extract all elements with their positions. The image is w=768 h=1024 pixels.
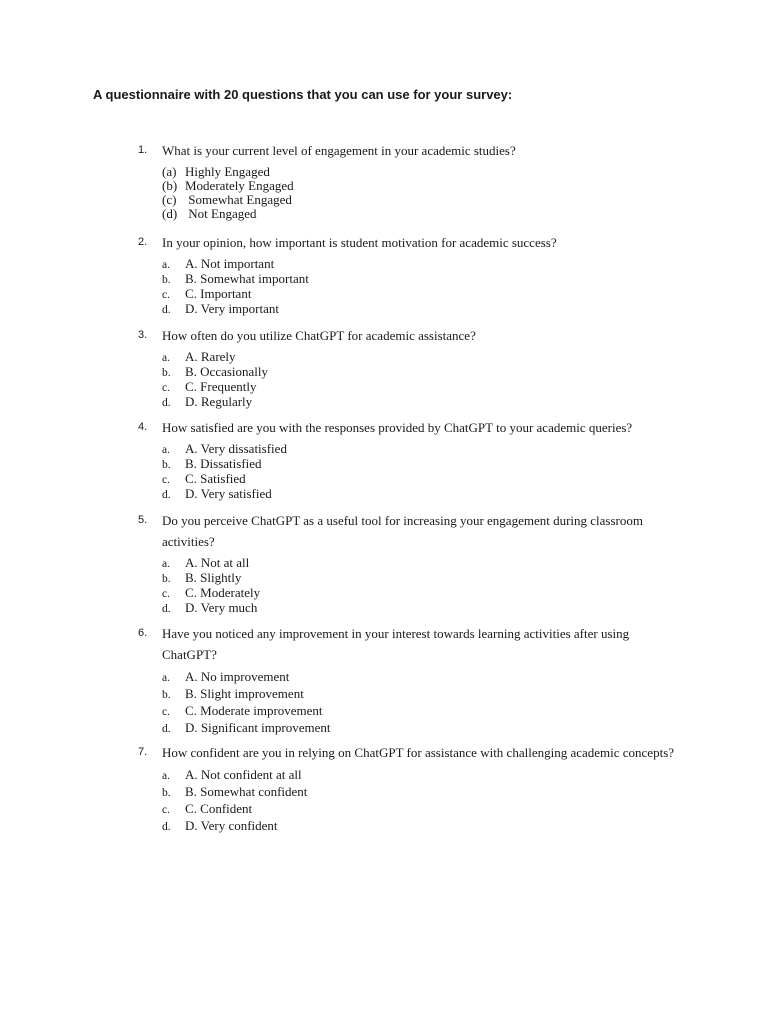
option-marker: a. — [162, 352, 170, 364]
option-item — [162, 472, 698, 487]
question-number: 6. — [138, 627, 148, 639]
question-text: Do you perceive ChatGPT as a useful tool for increasing your engagement during classroom activities? — [162, 513, 643, 549]
option-list — [162, 350, 698, 410]
option-list — [162, 767, 698, 835]
question-text: What is your current level of engagement in your academic studies? — [162, 143, 516, 158]
option-marker: b. — [162, 367, 171, 379]
option-text: D. Very satisfied — [185, 486, 272, 501]
option-marker: d. — [162, 821, 171, 833]
option-text: A. No improvement — [185, 669, 290, 684]
question-number: 3. — [138, 329, 148, 341]
option-item — [162, 784, 698, 801]
option-marker: d. — [162, 489, 171, 501]
option-list — [162, 257, 698, 317]
option-marker: (d) — [162, 206, 178, 221]
option-item — [162, 165, 698, 179]
option-marker: (b) — [162, 178, 178, 193]
option-text: B. Slightly — [185, 570, 242, 585]
option-marker: b. — [162, 459, 171, 471]
option-item — [162, 365, 698, 380]
question-number: 4. — [138, 421, 148, 433]
option-marker: b. — [162, 689, 171, 701]
option-text: A. Not at all — [185, 555, 250, 570]
option-text: B. Somewhat important — [185, 271, 309, 286]
option-marker: a. — [162, 770, 170, 782]
option-item — [162, 767, 698, 784]
option-item — [162, 272, 698, 287]
question-3 — [138, 325, 698, 410]
option-item — [162, 818, 698, 835]
option-text: B. Somewhat confident — [185, 784, 308, 799]
option-item — [162, 442, 698, 457]
option-text: A. Rarely — [185, 349, 236, 364]
option-list — [162, 669, 698, 737]
question-number: 5. — [138, 514, 148, 526]
option-marker: b. — [162, 573, 171, 585]
option-text: B. Slight improvement — [185, 686, 304, 701]
document-title: A questionnaire with 20 questions that you can use for your survey: — [93, 87, 513, 102]
option-item — [162, 257, 698, 272]
option-item — [162, 302, 698, 317]
option-list — [162, 165, 698, 221]
option-marker: d. — [162, 397, 171, 409]
option-marker: b. — [162, 274, 171, 286]
option-item — [162, 487, 698, 502]
option-marker: b. — [162, 787, 171, 799]
question-text: How confident are you in relying on ChatGPT for assistance with challenging academic concepts? — [162, 745, 675, 760]
option-marker: a. — [162, 558, 170, 570]
question-text: Have you noticed any improvement in your interest towards learning activities after using ChatGPT? — [162, 626, 630, 662]
option-text: D. Significant improvement — [185, 720, 331, 735]
question-1 — [138, 140, 698, 221]
option-list — [162, 556, 698, 616]
option-list — [162, 442, 698, 502]
question-number: 2. — [138, 236, 148, 248]
option-text: Not Engaged — [185, 206, 257, 221]
option-text: B. Occasionally — [185, 364, 269, 379]
option-marker: a. — [162, 672, 170, 684]
option-item — [162, 601, 698, 616]
option-text: A. Not confident at all — [185, 767, 302, 782]
option-text: D. Very important — [185, 301, 279, 316]
option-item — [162, 686, 698, 703]
question-text: How often do you utilize ChatGPT for academic assistance? — [162, 328, 476, 343]
option-item — [162, 287, 698, 302]
option-item — [162, 207, 698, 221]
option-text: C. Moderately — [185, 585, 261, 600]
option-marker: d. — [162, 304, 171, 316]
option-marker: c. — [162, 706, 170, 718]
question-4 — [138, 417, 698, 502]
option-text: D. Very confident — [185, 818, 278, 833]
option-item — [162, 720, 698, 737]
question-2 — [138, 232, 698, 317]
option-marker: c. — [162, 474, 170, 486]
question-text: In your opinion, how important is student motivation for academic success? — [162, 235, 557, 250]
option-marker: (a) — [162, 164, 177, 179]
option-text: D. Regularly — [185, 394, 253, 409]
option-item — [162, 193, 698, 207]
option-text: A. Not important — [185, 256, 275, 271]
option-item — [162, 556, 698, 571]
question-5 — [138, 510, 698, 616]
question-6 — [138, 623, 698, 737]
question-7 — [138, 742, 698, 835]
option-item — [162, 571, 698, 586]
option-text: C. Important — [185, 286, 252, 301]
option-text: C. Confident — [185, 801, 253, 816]
option-marker: (c) — [162, 192, 177, 207]
option-item — [162, 179, 698, 193]
option-marker: c. — [162, 804, 170, 816]
option-item — [162, 395, 698, 410]
question-text: How satisfied are you with the responses provided by ChatGPT to your academic queries? — [162, 420, 633, 435]
option-text: C. Moderate improvement — [185, 703, 323, 718]
option-text: Highly Engaged — [185, 164, 270, 179]
question-number: 7. — [138, 746, 148, 758]
option-marker: a. — [162, 259, 170, 271]
option-item — [162, 703, 698, 720]
option-item — [162, 669, 698, 686]
option-text: D. Very much — [185, 600, 258, 615]
option-marker: d. — [162, 603, 171, 615]
option-text: Somewhat Engaged — [185, 192, 292, 207]
option-item — [162, 457, 698, 472]
option-text: B. Dissatisfied — [185, 456, 262, 471]
option-text: Moderately Engaged — [185, 178, 294, 193]
option-marker: c. — [162, 289, 170, 301]
option-item — [162, 350, 698, 365]
option-marker: d. — [162, 723, 171, 735]
option-item — [162, 380, 698, 395]
option-text: C. Frequently — [185, 379, 257, 394]
option-text: A. Very dissatisfied — [185, 441, 287, 456]
question-number: 1. — [138, 144, 148, 156]
option-marker: c. — [162, 382, 170, 394]
option-item — [162, 801, 698, 818]
option-item — [162, 586, 698, 601]
option-text: C. Satisfied — [185, 471, 246, 486]
option-marker: c. — [162, 588, 170, 600]
option-marker: a. — [162, 444, 170, 456]
